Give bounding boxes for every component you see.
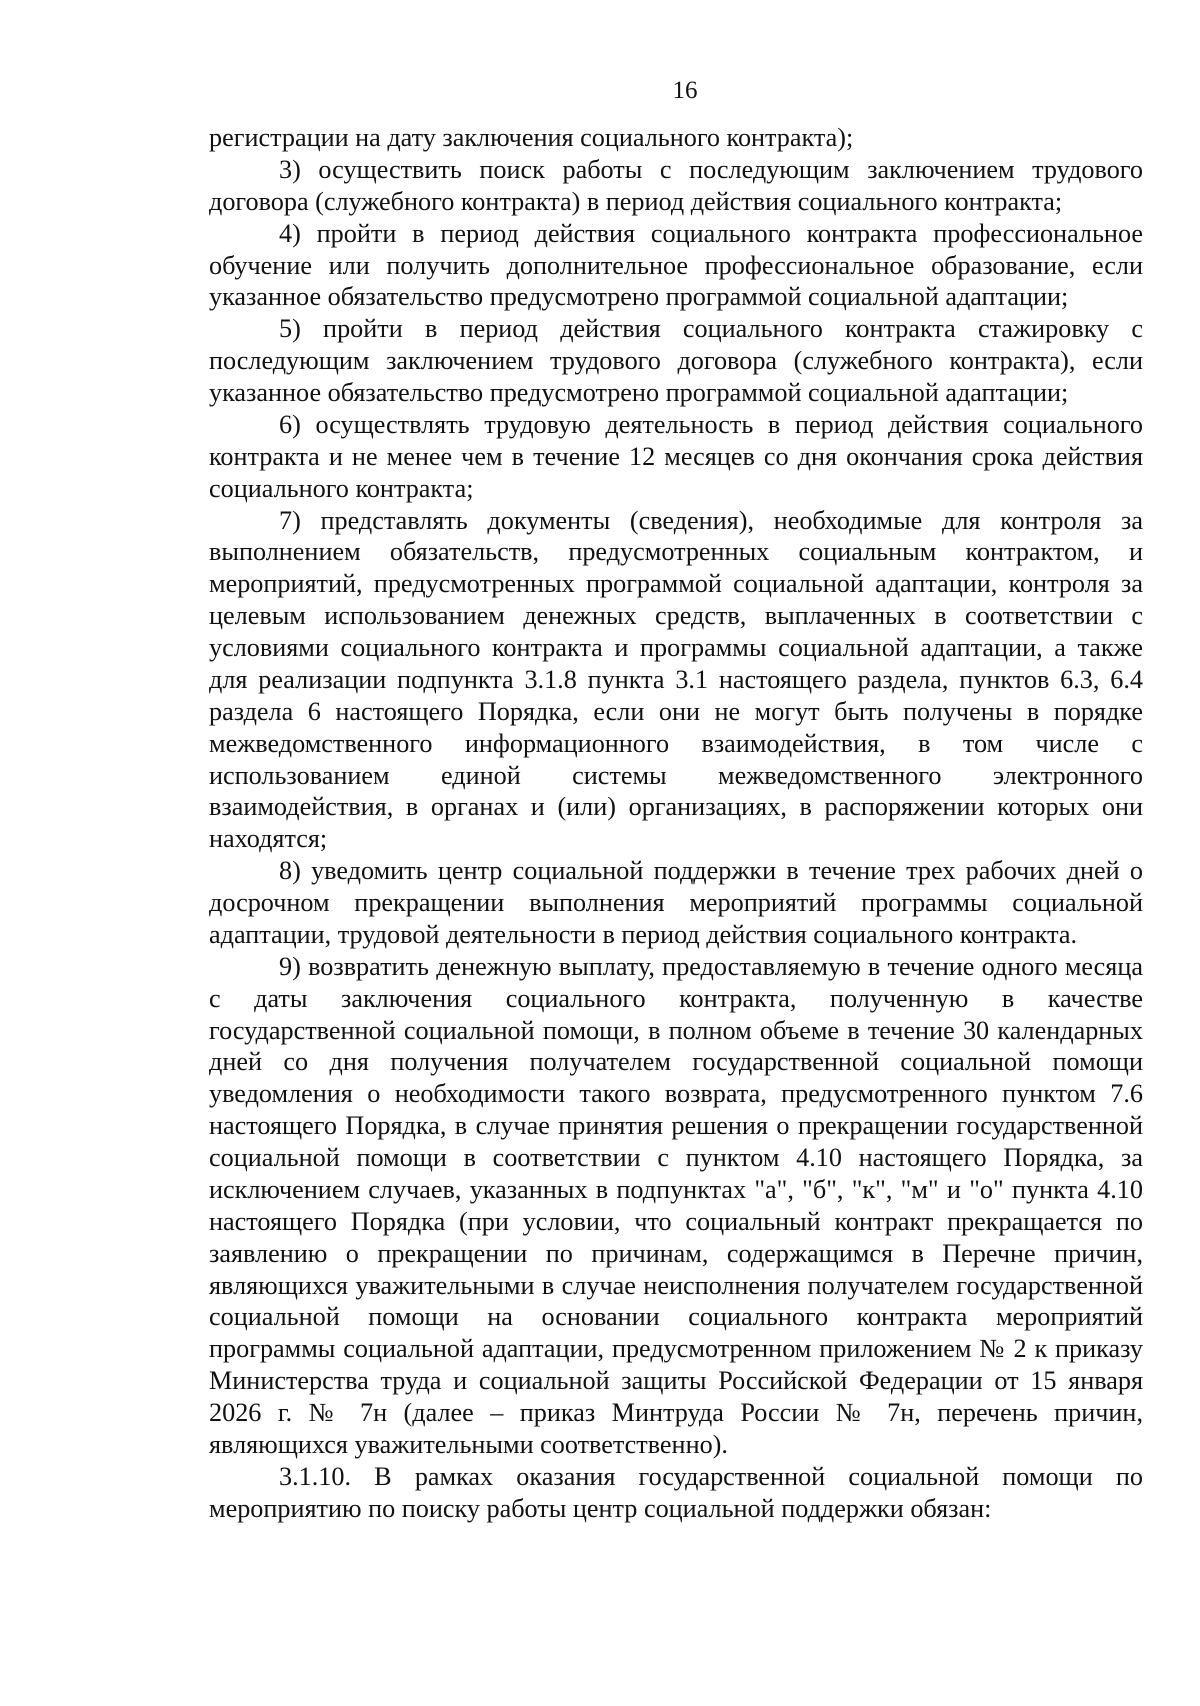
paragraph-item-7: 7) представлять документы (сведения), необходимые для контроля за выполнением обязательств, предусмотренных социальным контрактом, и мероприятий, предусмотренных программой социальной адаптации, контроля за целевым использованием денежных средств, выплаченных в соответствии с условиями социального контракта и программы социальной адаптации, а также для реализации подпункта 3.1.8 пункта 3.1 настоящего раздела, пунктов 6.3, 6.4 раздела 6 настоящего Порядка, если они не могут быть получены в порядке межведомственного информационного взаимодействия, в том числе с использованием единой системы межведомственного электронного взаимодействия, в органах и (или) организациях, в распоряжении которых они находятся;	[209, 505, 1143, 854]
paragraph-item-3: 3) осуществить поиск работы с последующим заключением трудового договора (служебного контракта) в период действия социального контракта;	[209, 154, 1143, 216]
paragraph-continuation: регистрации на дату заключения социального контракта);	[209, 123, 854, 152]
paragraph-item-5: 5) пройти в период действия социального контракта стажировку с последующим заключением трудового договора (служебного контракта), если указанное обязательство предусмотрено программой социальной адаптации;	[209, 314, 1143, 407]
paragraph-item-6: 6) осуществлять трудовую деятельность в период действия социального контракта и не менее чем в течение 12 месяцев со дня окончания срока действия социального контракта;	[209, 409, 1143, 503]
document-body	[209, 122, 1143, 1525]
paragraph-item-8: 8) уведомить центр социальной поддержки в течение трех рабочих дней о досрочном прекращении выполнения мероприятий программы социальной адаптации, трудовой деятельности в период действия социального контракта.	[209, 856, 1143, 949]
paragraph-section-3-1-10: 3.1.10. В рамках оказания государственной социальной помощи по мероприятию по поиску работы центр социальной поддержки обязан:	[209, 1461, 1143, 1523]
paragraph-item-4: 4) пройти в период действия социального контракта профессиональное обучение или получить дополнительное профессиональное образование, если указанное обязательство предусмотрено программой социальной адаптации;	[209, 218, 1143, 312]
page-number: 16	[672, 77, 698, 104]
paragraph-item-9: 9) возвратить денежную выплату, предоставляемую в течение одного месяца с даты заключения социального контракта, полученную в качестве государственной социальной помощи, в полном объеме в течение 30 календарных дней со дня получения получателем государственной социальной помощи уведомления о необходимости такого возврата, предусмотренного пунктом 7.6 настоящего Порядка, в случае принятия решения о прекращении государственной социальной помощи в соответствии с пунктом 4.10 настоящего Порядка, за исключением случаев, указанных в подпунктах "а", "б", "к", "м" и "о" пункта 4.10 настоящего Порядка (при условии, что социальный контракт прекращается по заявлению о прекращении по причинам, содержащимся в Перечне причин, являющихся уважительными в случае неисполнения получателем государственной социальной помощи на основании социального контракта мероприятий программы социальной адаптации, предусмотренном приложением № 2 к приказу Министерства труда и социальной защиты Российской Федерации от 15 января 2026 г. № 7н (далее – приказ Минтруда России № 7н, перечень причин, являющихся уважительными соответственно).	[209, 951, 1143, 1459]
